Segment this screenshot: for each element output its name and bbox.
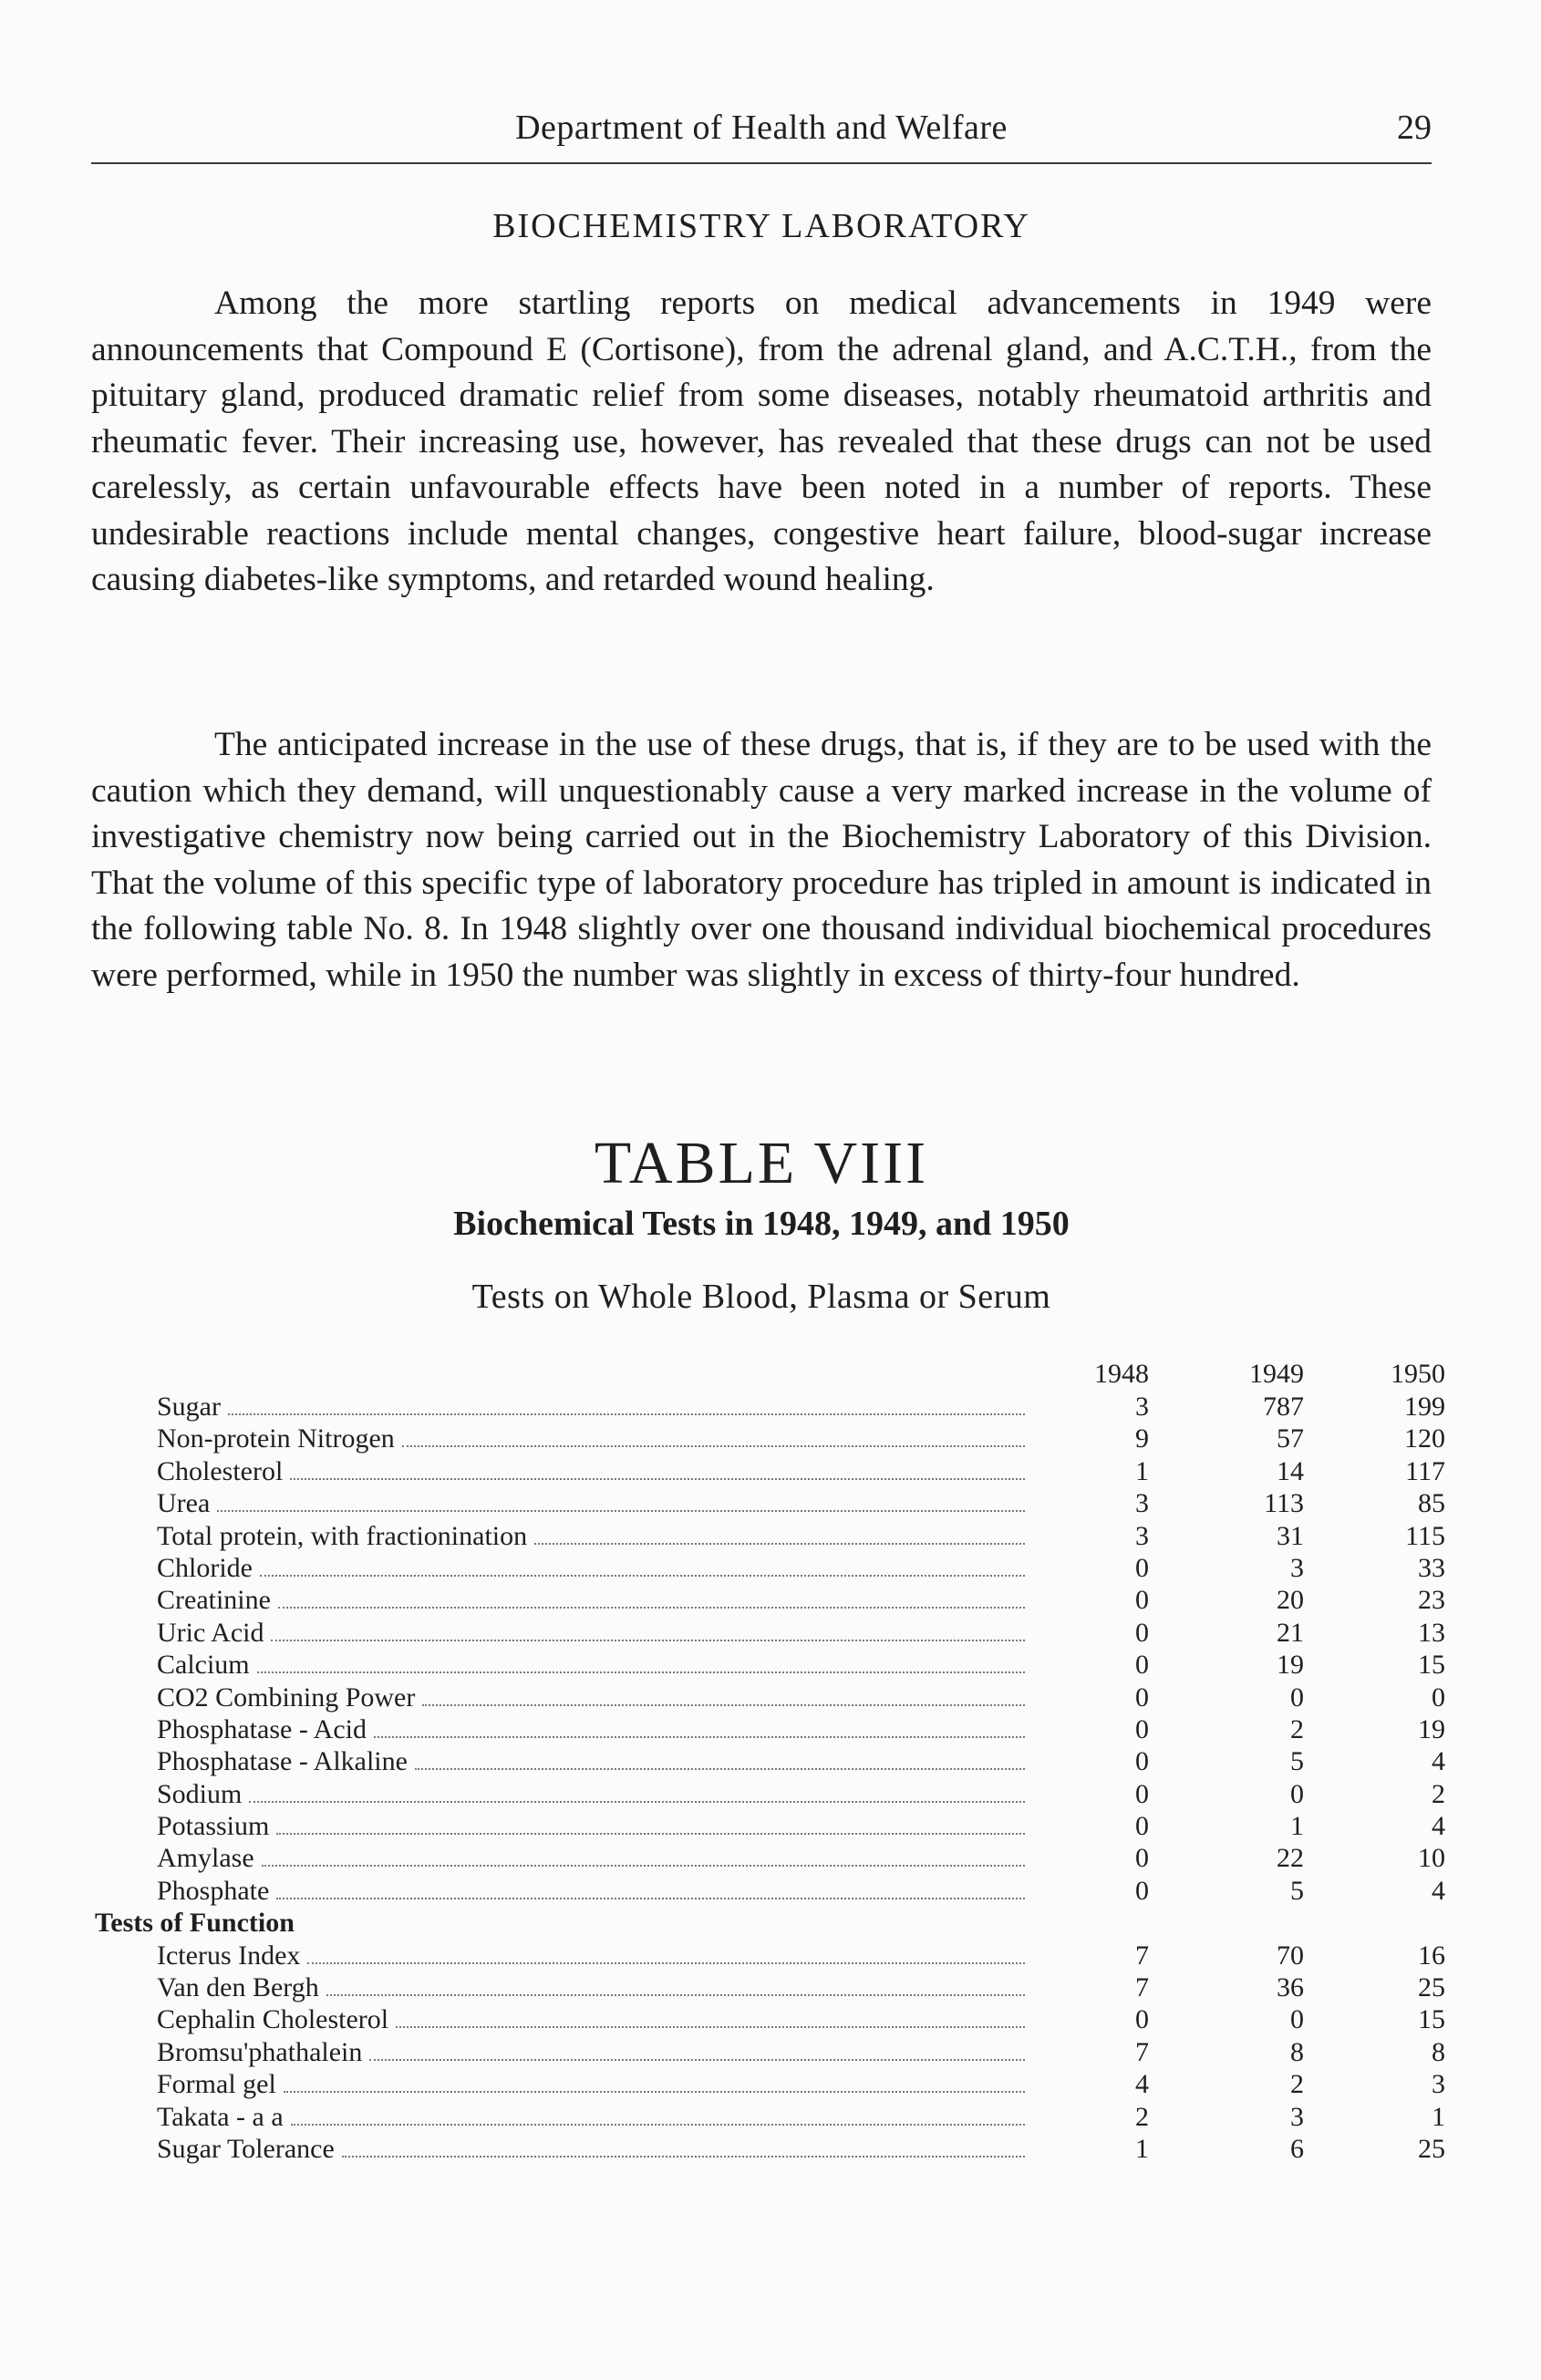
cell-1949: 3 (1290, 1552, 1304, 1583)
cell-1948: 7 (1135, 2036, 1149, 2067)
cell-1950: 33 (1418, 1552, 1445, 1583)
cell-1950: 117 (1405, 1455, 1445, 1486)
table-title: TABLE VIII (594, 1130, 929, 1196)
cell-1948: 0 (1135, 1746, 1149, 1777)
cell-1949: 787 (1263, 1392, 1304, 1422)
cell-1950: 120 (1404, 1423, 1445, 1454)
column-header-1950: 1950 (1391, 1359, 1445, 1389)
leader-dots (415, 1768, 1025, 1770)
leader-dots (534, 1543, 1025, 1545)
row-label (157, 1520, 1025, 1552)
table-row (0, 1584, 1541, 1616)
row-label (157, 1875, 1025, 1907)
row-label-text: Cephalin Cholesterol (157, 2004, 389, 2035)
row-label-text: Takata - a a (157, 2101, 284, 2132)
cell-1949: 113 (1264, 1488, 1304, 1519)
cell-1950: 8 (1432, 2036, 1445, 2067)
row-label (157, 1649, 1025, 1681)
cell-1950: 2 (1432, 1778, 1445, 1809)
leader-dots (249, 1801, 1025, 1803)
cell-1948: 0 (1135, 1682, 1149, 1713)
cell-1949: 36 (1277, 1972, 1304, 2003)
row-label (157, 1455, 1025, 1487)
table-row (0, 1713, 1541, 1745)
row-label (157, 1713, 1025, 1745)
row-label-text: Phosphate (157, 1875, 270, 1906)
cell-1949: 1 (1290, 1811, 1304, 1842)
row-label-text: Potassium (157, 1811, 270, 1842)
cell-1948: 0 (1135, 2004, 1149, 2035)
table-row (0, 2036, 1541, 2068)
table-row (0, 1842, 1541, 1874)
cell-1949: 31 (1277, 1520, 1304, 1551)
table-row (0, 2003, 1541, 2035)
row-label (157, 2068, 1025, 2100)
row-label (157, 1778, 1025, 1810)
cell-1950: 10 (1418, 1843, 1445, 1874)
row-label (157, 1745, 1025, 1777)
cell-1948: 0 (1135, 1713, 1149, 1744)
row-label-text: Total protein, with fractionination (157, 1520, 528, 1551)
cell-1950: 25 (1418, 1972, 1445, 2003)
row-label-text: Creatinine (157, 1585, 271, 1616)
cell-1948: 3 (1135, 1488, 1149, 1519)
cell-1950: 15 (1418, 1650, 1445, 1681)
leader-dots (290, 1478, 1025, 1480)
cell-1949: 3 (1290, 2101, 1304, 2132)
cell-1948: 7 (1135, 1940, 1149, 1971)
leader-dots (276, 1833, 1025, 1835)
row-label-text: Urea (157, 1488, 211, 1519)
row-label (157, 2003, 1025, 2035)
cell-1950: 3 (1432, 2069, 1445, 2100)
cell-1948: 0 (1135, 1811, 1149, 1842)
cell-1949: 6 (1290, 2133, 1304, 2164)
cell-1949: 2 (1290, 2069, 1304, 2100)
cell-1948: 0 (1135, 1843, 1149, 1874)
table-body (0, 1391, 1541, 2165)
cell-1948: 0 (1135, 1617, 1149, 1648)
function-tests-heading (0, 1907, 1541, 1939)
row-label (157, 1584, 1025, 1616)
leader-dots (257, 1671, 1025, 1673)
row-label (157, 1682, 1025, 1713)
cell-1949: 21 (1277, 1617, 1304, 1648)
cell-1949: 5 (1290, 1875, 1304, 1906)
table-row (0, 1940, 1541, 1971)
cell-1948: 0 (1135, 1778, 1149, 1809)
row-label (157, 2036, 1025, 2068)
leader-dots (217, 1510, 1025, 1512)
table-row (0, 1649, 1541, 1681)
row-label-text: Calcium (157, 1650, 250, 1681)
row-label (157, 1617, 1025, 1649)
paragraph-lab-volume: The anticipated increase in the use of these drugs, that is, if they are to be used with the caution which they demand, will unquestionably cause a very marked increase in the volume of investigative chemistry now being carried out in the Biochemistry Laboratory of this Division. That the volume of this specific type of laboratory procedure has tripled in amount is indicated in the following table No. 8. In 1948 slightly over one thousand individual biochemical procedures were performed, while in 1950 the number was slightly in excess of thirty-four hundred. (91, 726, 1432, 994)
cell-1948: 4 (1135, 2069, 1149, 2100)
row-label-text: Cholesterol (157, 1455, 284, 1486)
cell-1949: 70 (1277, 1940, 1304, 1971)
running-header (91, 108, 1432, 164)
leader-dots (228, 1413, 1025, 1415)
row-label (157, 1971, 1025, 2003)
cell-1950: 0 (1432, 1682, 1445, 1713)
cell-1950: 13 (1418, 1617, 1445, 1648)
table-row (0, 1455, 1541, 1487)
table-row (0, 2101, 1541, 2133)
leader-dots (276, 1898, 1025, 1899)
leader-dots (307, 1962, 1025, 1964)
row-label-text: Phosphatase - Acid (157, 1713, 367, 1744)
table-row (0, 2068, 1541, 2100)
leader-dots (326, 1994, 1025, 1996)
cell-1950: 19 (1418, 1713, 1445, 1744)
cell-1950: 4 (1432, 1746, 1445, 1777)
row-label-text: Bromsu'phathalein (157, 2036, 363, 2067)
cell-1949: 8 (1290, 2036, 1304, 2067)
row-label-text: Formal gel (157, 2069, 276, 2100)
cell-1949: 0 (1290, 1778, 1304, 1809)
paragraph-cortisone: Among the more startling reports on medical advancements in 1949 were announcements that Compound E (Cortisone), from the adrenal gland, and A.C.T.H., from the pituitary gland, produced dramatic relief from some diseases, notably rheumatoid arthritis and rheumatic fever. Their increasing use, however, has revealed that these drugs can not be used carelessly, as certain unfavourable effects have been noted in a number of reports. These undesirable reactions include mental changes, congestive heart failure, blood-sugar increase causing diabetes-like symptoms, and retarded wound healing. (91, 285, 1432, 598)
function-tests-heading-text: Tests of Function (95, 1908, 295, 1939)
leader-dots (278, 1607, 1025, 1609)
row-label-text: Amylase (157, 1843, 254, 1874)
cell-1950: 1 (1432, 2101, 1445, 2132)
leader-dots (342, 2156, 1025, 2158)
cell-1948: 2 (1135, 2101, 1149, 2132)
section-title: BIOCHEMISTRY LABORATORY (492, 207, 1030, 245)
leader-dots (271, 1640, 1025, 1641)
table-row (0, 1391, 1541, 1423)
table-row (0, 1810, 1541, 1842)
cell-1950: 199 (1404, 1392, 1445, 1422)
row-label-text: Sugar (157, 1392, 221, 1422)
leader-dots (374, 1736, 1025, 1738)
cell-1948: 0 (1135, 1650, 1149, 1681)
row-label (157, 2101, 1025, 2133)
row-label (157, 1810, 1025, 1842)
cell-1948: 7 (1135, 1972, 1149, 2003)
cell-1950: 16 (1418, 1940, 1445, 1971)
leader-dots (262, 1865, 1025, 1867)
cell-1949: 57 (1277, 1423, 1304, 1454)
cell-1949: 19 (1277, 1650, 1304, 1681)
leader-dots (369, 2059, 1025, 2061)
table-row (0, 1778, 1541, 1810)
row-label-text: Chloride (157, 1552, 253, 1583)
cell-1948: 9 (1135, 1423, 1149, 1454)
table-section-heading: Tests on Whole Blood, Plasma or Serum (471, 1278, 1051, 1316)
cell-1948: 1 (1135, 1455, 1149, 1486)
cell-1949: 0 (1290, 2004, 1304, 2035)
column-header-1949: 1949 (1249, 1359, 1304, 1389)
row-label (157, 2133, 1025, 2165)
cell-1950: 4 (1432, 1875, 1445, 1906)
cell-1948: 0 (1135, 1552, 1149, 1583)
row-label-text: Sodium (157, 1778, 243, 1809)
cell-1948: 3 (1135, 1520, 1149, 1551)
cell-1949: 5 (1290, 1746, 1304, 1777)
row-label-text: Non-protein Nitrogen (157, 1423, 395, 1454)
row-label (157, 1552, 1025, 1584)
row-label (157, 1423, 1025, 1454)
row-label-text: CO2 Combining Power (157, 1682, 416, 1713)
column-header-1948: 1948 (1094, 1359, 1149, 1389)
cell-1950: 115 (1405, 1520, 1445, 1551)
cell-1948: 1 (1135, 2133, 1149, 2164)
table-row (0, 1682, 1541, 1713)
row-label (157, 1940, 1025, 1971)
cell-1950: 85 (1418, 1488, 1445, 1519)
row-label-text: Uric Acid (157, 1617, 264, 1648)
cell-1949: 2 (1290, 1713, 1304, 1744)
cell-1949: 0 (1290, 1682, 1304, 1713)
cell-1950: 4 (1432, 1811, 1445, 1842)
row-label (157, 1842, 1025, 1874)
table-row (0, 2133, 1541, 2165)
cell-1948: 0 (1135, 1585, 1149, 1616)
table-subtitle: Biochemical Tests in 1948, 1949, and 1950 (453, 1205, 1070, 1243)
cell-1950: 15 (1418, 2004, 1445, 2035)
leader-dots (396, 2026, 1025, 2028)
leader-dots (422, 1704, 1025, 1706)
table-row (0, 1745, 1541, 1777)
cell-1949: 14 (1277, 1455, 1304, 1486)
cell-1949: 20 (1277, 1585, 1304, 1616)
cell-1948: 0 (1135, 1875, 1149, 1906)
department-title: Department of Health and Welfare (515, 109, 1008, 147)
table-row (0, 1617, 1541, 1649)
cell-1950: 25 (1418, 2133, 1445, 2164)
row-label-text: Van den Bergh (157, 1972, 319, 2003)
cell-1949: 22 (1277, 1843, 1304, 1874)
table-row (0, 1552, 1541, 1584)
row-label-text: Icterus Index (157, 1940, 301, 1971)
leader-dots (284, 2091, 1025, 2093)
cell-1950: 23 (1418, 1585, 1445, 1616)
table-row (0, 1875, 1541, 1907)
table-row (0, 1520, 1541, 1552)
cell-1948: 3 (1135, 1392, 1149, 1422)
row-label-text: Phosphatase - Alkaline (157, 1746, 408, 1777)
page-number: 29 (1397, 109, 1432, 147)
leader-dots (402, 1445, 1025, 1447)
row-label (157, 1391, 1025, 1423)
table-row (0, 1971, 1541, 2003)
leader-dots (291, 2124, 1025, 2126)
table-row (0, 1423, 1541, 1454)
row-label (157, 1487, 1025, 1519)
leader-dots (260, 1575, 1025, 1577)
row-label-text: Sugar Tolerance (157, 2133, 335, 2164)
table-row (0, 1487, 1541, 1519)
